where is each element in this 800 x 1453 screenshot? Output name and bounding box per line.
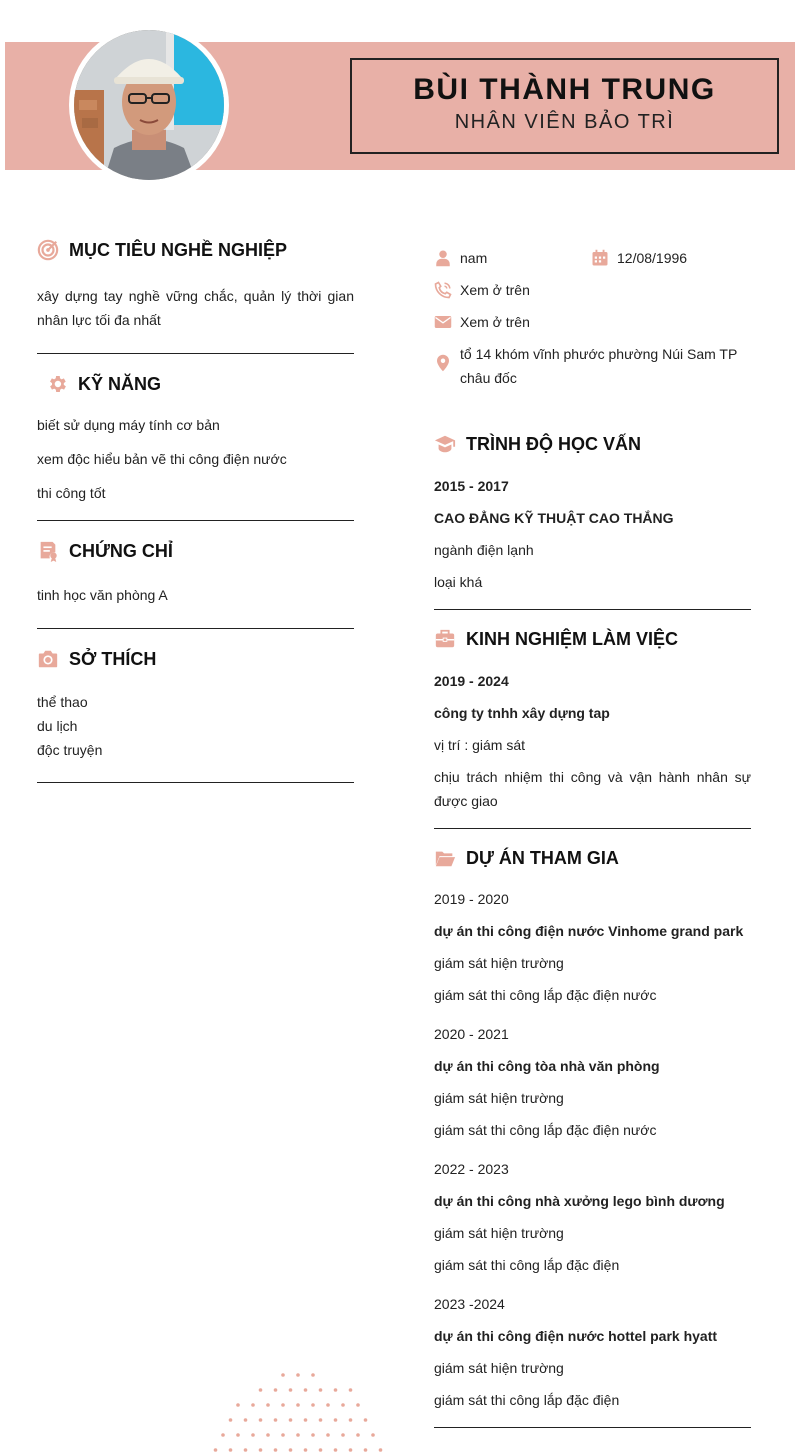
decorative-dot xyxy=(304,1388,308,1392)
decorative-dot xyxy=(266,1403,270,1407)
decorative-dot xyxy=(236,1403,240,1407)
envelope-icon xyxy=(434,313,452,331)
skill-item: biết sử dụng máy tính cơ bản xyxy=(37,417,220,433)
profile-photo xyxy=(69,25,229,185)
project-task: giám sát thi công lắp đặc điện xyxy=(434,1392,620,1408)
divider xyxy=(434,828,751,829)
phone-value: Xem ở trên xyxy=(460,282,530,298)
education-title: TRÌNH ĐỘ HỌC VẤN xyxy=(466,433,641,454)
decorative-dot xyxy=(326,1403,330,1407)
project-name: dự án thi công tòa nhà văn phòng xyxy=(434,1058,660,1074)
decorative-dot xyxy=(311,1373,315,1377)
decorative-dot xyxy=(349,1448,353,1452)
decorative-dot xyxy=(304,1448,308,1452)
certificate-icon xyxy=(37,540,59,562)
project-item xyxy=(434,1022,751,1142)
full-name: BÙI THÀNH TRUNG xyxy=(413,73,716,106)
birthday-value: 12/08/1996 xyxy=(617,250,688,266)
skills-title: KỸ NĂNG xyxy=(78,373,162,394)
experience-position: vị trí : giám sát xyxy=(434,737,526,753)
decorative-dot xyxy=(274,1448,278,1452)
project-task: giám sát thi công lắp đặc điện nước xyxy=(434,987,657,1003)
objective-text: xây dựng tay nghề vững chắc, quản lý thời gian nhân lực tối đa nhất xyxy=(37,288,354,328)
divider xyxy=(434,1427,751,1428)
project-name: dự án thi công điện nước hottel park hyatt xyxy=(434,1328,718,1344)
project-item xyxy=(434,1292,751,1412)
project-item xyxy=(434,1157,751,1277)
projects-title: DỰ ÁN THAM GIA xyxy=(466,847,619,868)
phone-row xyxy=(434,278,751,302)
project-name: dự án thi công nhà xưởng lego bình dương xyxy=(434,1193,725,1209)
education-heading xyxy=(434,430,751,458)
decorative-dot xyxy=(296,1403,300,1407)
project-task: giám sát hiện trường xyxy=(434,1225,564,1241)
certificates-heading xyxy=(37,537,354,565)
graduation-cap-icon xyxy=(434,433,456,455)
decorative-dot xyxy=(334,1448,338,1452)
name-box xyxy=(350,58,779,154)
experience-heading xyxy=(434,625,751,653)
project-period: 2019 - 2020 xyxy=(434,891,509,907)
email-row xyxy=(434,310,751,334)
job-title: NHÂN VIÊN BẢO TRÌ xyxy=(454,111,675,133)
education-period: 2015 - 2017 xyxy=(434,478,509,494)
decorative-dot xyxy=(349,1418,353,1422)
address-row xyxy=(434,342,751,390)
divider xyxy=(37,782,354,783)
decorative-dot xyxy=(236,1433,240,1437)
decorative-dot xyxy=(296,1373,300,1377)
birthday-row xyxy=(591,246,687,270)
decorative-dot xyxy=(259,1418,263,1422)
education-grade: loại khá xyxy=(434,574,483,590)
project-item xyxy=(434,887,751,1007)
calendar-icon xyxy=(591,249,609,267)
email-value: Xem ở trên xyxy=(460,314,530,330)
contact-top-row xyxy=(434,246,751,270)
decorative-dot xyxy=(281,1433,285,1437)
decorative-dot xyxy=(356,1433,360,1437)
left-column xyxy=(37,236,354,783)
hobbies-title: SỞ THÍCH xyxy=(69,648,157,669)
decorative-dot xyxy=(281,1403,285,1407)
skill-item: xem độc hiểu bản vẽ thi công điện nước xyxy=(37,451,287,467)
experience-title: KINH NGHIỆM LÀM VIỆC xyxy=(466,628,679,649)
education-school: CAO ĐẲNG KỸ THUẬT CAO THẮNG xyxy=(434,510,674,526)
experience-company: công ty tnhh xây dựng tap xyxy=(434,705,610,721)
location-pin-icon xyxy=(434,354,452,372)
divider xyxy=(37,520,354,521)
address-value: tổ 14 khóm vĩnh phước phường Núi Sam TP châu đốc xyxy=(460,346,738,386)
objective-heading xyxy=(37,236,354,264)
experience-period: 2019 - 2024 xyxy=(434,673,509,689)
divider xyxy=(37,353,354,354)
education-major: ngành điện lạnh xyxy=(434,542,534,558)
decorative-dot xyxy=(341,1433,345,1437)
decorative-dot xyxy=(371,1433,375,1437)
project-task: giám sát thi công lắp đặc điện xyxy=(434,1257,620,1273)
hobby-item: du lịch xyxy=(37,718,78,734)
decorative-dot xyxy=(319,1388,323,1392)
target-icon xyxy=(37,239,59,261)
decorative-dot xyxy=(296,1433,300,1437)
project-task: giám sát hiện trường xyxy=(434,1360,564,1376)
profile-photo-image xyxy=(74,30,224,180)
skills-heading xyxy=(37,370,354,398)
project-period: 2020 - 2021 xyxy=(434,1026,509,1042)
decorative-dot xyxy=(244,1448,248,1452)
gender-row xyxy=(434,246,591,270)
hobbies-list xyxy=(37,690,354,762)
objective-title: MỤC TIÊU NGHỀ NGHIỆP xyxy=(69,239,288,260)
briefcase-icon xyxy=(434,628,456,650)
hobby-item: độc truyện xyxy=(37,742,103,758)
projects-heading xyxy=(434,844,751,872)
decorative-dot xyxy=(304,1418,308,1422)
skills-list xyxy=(37,413,354,505)
right-column xyxy=(434,246,751,1428)
project-task: giám sát hiện trường xyxy=(434,1090,564,1106)
phone-icon xyxy=(434,281,452,299)
decorative-dot xyxy=(341,1403,345,1407)
decorative-dot xyxy=(311,1433,315,1437)
decorative-dot xyxy=(251,1433,255,1437)
person-icon xyxy=(434,249,452,267)
project-task: giám sát hiện trường xyxy=(434,955,564,971)
project-task: giám sát thi công lắp đặc điện nước xyxy=(434,1122,657,1138)
decorative-dot xyxy=(229,1448,233,1452)
decorative-dot xyxy=(274,1418,278,1422)
decorative-dot xyxy=(356,1403,360,1407)
experience-description: chịu trách nhiệm thi công và vận hành nhân sự được giao xyxy=(434,769,751,809)
hobby-item: thể thao xyxy=(37,694,88,710)
decorative-dot xyxy=(289,1418,293,1422)
divider xyxy=(434,609,751,610)
decorative-dot xyxy=(281,1373,285,1377)
decorative-dot xyxy=(274,1388,278,1392)
decorative-dot xyxy=(334,1388,338,1392)
decorative-dot xyxy=(289,1448,293,1452)
decorative-dot xyxy=(311,1403,315,1407)
project-period: 2022 - 2023 xyxy=(434,1161,509,1177)
decorative-dot xyxy=(326,1433,330,1437)
project-name: dự án thi công điện nước Vinhome grand park xyxy=(434,923,744,939)
folder-icon xyxy=(434,847,456,869)
decorative-dot xyxy=(251,1403,255,1407)
decorative-dot xyxy=(259,1388,263,1392)
decorative-dot-pattern xyxy=(205,1370,395,1453)
gear-icon xyxy=(46,373,68,395)
camera-icon xyxy=(37,648,59,670)
decorative-dot xyxy=(214,1448,218,1452)
decorative-dot xyxy=(379,1448,383,1452)
decorative-dot xyxy=(244,1418,248,1422)
decorative-dot xyxy=(334,1418,338,1422)
decorative-dot xyxy=(266,1433,270,1437)
certificate-item: tinh học văn phòng A xyxy=(37,587,168,603)
project-period: 2023 -2024 xyxy=(434,1296,505,1312)
skill-item: thi công tốt xyxy=(37,485,106,501)
divider xyxy=(37,628,354,629)
decorative-dot xyxy=(259,1448,263,1452)
decorative-dot xyxy=(349,1388,353,1392)
decorative-dot xyxy=(289,1388,293,1392)
decorative-dot xyxy=(229,1418,233,1422)
certificates-title: CHỨNG CHỈ xyxy=(69,540,173,561)
decorative-dot xyxy=(364,1448,368,1452)
gender-value: nam xyxy=(460,250,488,266)
hobbies-heading xyxy=(37,645,354,673)
decorative-dot xyxy=(221,1433,225,1437)
decorative-dot xyxy=(319,1418,323,1422)
decorative-dot xyxy=(319,1448,323,1452)
decorative-dot xyxy=(364,1418,368,1422)
